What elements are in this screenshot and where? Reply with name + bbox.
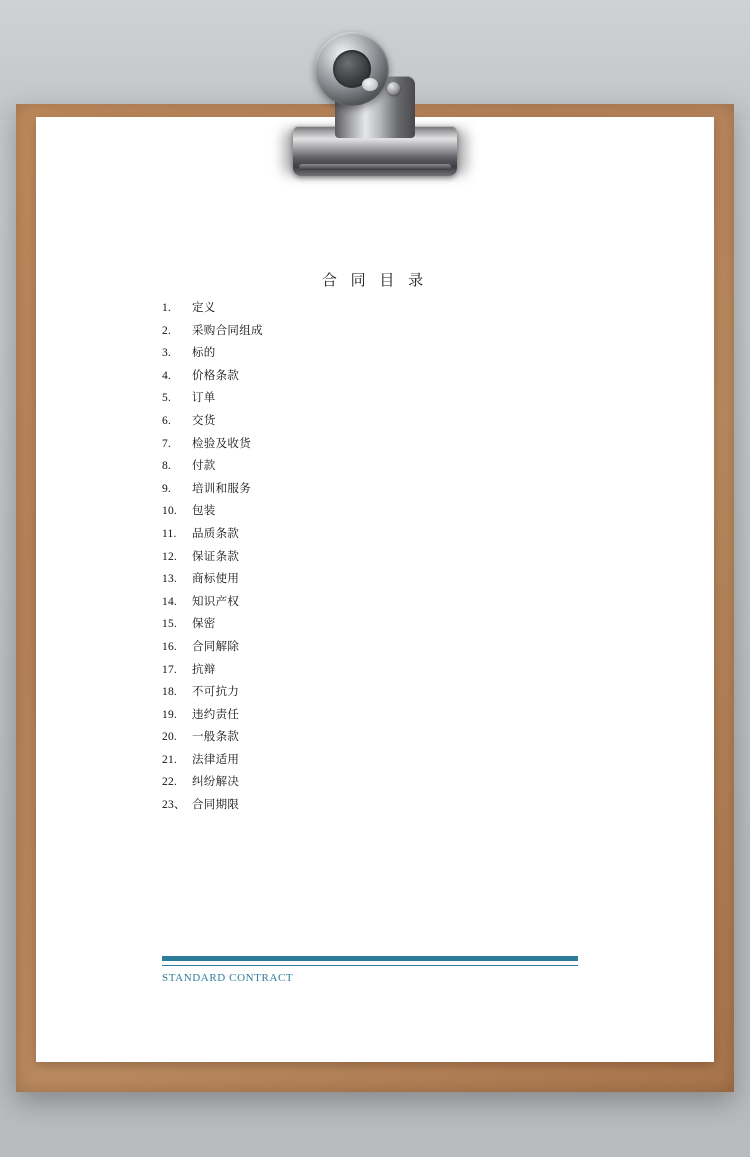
toc-item-label: 一般条款: [192, 731, 240, 744]
table-of-contents: [162, 299, 582, 819]
toc-item-label: 合同解除: [192, 640, 240, 653]
list-item[interactable]: [162, 593, 582, 616]
list-item[interactable]: [162, 796, 582, 819]
toc-item-label: 付款: [192, 460, 216, 473]
list-item[interactable]: [162, 773, 582, 796]
toc-item-label: 不可抗力: [192, 686, 240, 699]
toc-item-number: 16.: [162, 640, 177, 653]
toc-item-number: 14.: [162, 595, 177, 608]
list-item[interactable]: [162, 570, 582, 593]
toc-item-label: 采购合同组成: [192, 324, 263, 337]
toc-item-number: 9.: [162, 482, 172, 495]
toc-item-number: 3.: [162, 347, 172, 360]
toc-item-number: 8.: [162, 460, 172, 473]
toc-item-label: 检验及收货: [192, 437, 251, 450]
list-item[interactable]: [162, 322, 582, 345]
toc-item-number: 21.: [162, 753, 177, 766]
toc-item-number: 10.: [162, 505, 177, 518]
toc-item-label: 保密: [192, 618, 216, 631]
clip-disc-inner: [333, 50, 371, 88]
list-item[interactable]: [162, 728, 582, 751]
list-item[interactable]: [162, 344, 582, 367]
toc-item-number: 23、: [162, 799, 186, 812]
toc-item-number: 5.: [162, 392, 172, 405]
toc-item-number: 19.: [162, 708, 177, 721]
list-item[interactable]: [162, 615, 582, 638]
list-item[interactable]: [162, 389, 582, 412]
list-item[interactable]: [162, 502, 582, 525]
list-item[interactable]: [162, 367, 582, 390]
toc-item-label: 违约责任: [192, 708, 240, 721]
toc-item-number: 13.: [162, 573, 177, 586]
toc-item-label: 培训和服务: [192, 482, 251, 495]
contract-paper-sheet: [36, 117, 714, 1062]
toc-item-label: 订单: [192, 392, 216, 405]
list-item[interactable]: [162, 299, 582, 322]
toc-item-label: 包装: [192, 505, 216, 518]
toc-item-label: 标的: [192, 347, 216, 360]
toc-item-number: 20.: [162, 731, 177, 744]
list-item[interactable]: [162, 457, 582, 480]
list-item[interactable]: [162, 525, 582, 548]
document-body: [36, 117, 714, 1062]
list-item[interactable]: [162, 706, 582, 729]
list-item[interactable]: [162, 661, 582, 684]
toc-item-label: 知识产权: [192, 595, 240, 608]
toc-item-label: 品质条款: [192, 527, 240, 540]
toc-item-number: 7.: [162, 437, 172, 450]
footer-rule-thin: [162, 965, 578, 966]
list-item[interactable]: [162, 548, 582, 571]
list-item[interactable]: [162, 412, 582, 435]
toc-item-label: 商标使用: [192, 573, 240, 586]
clip-assembly: [275, 18, 475, 184]
clip-disc-highlight: [362, 78, 378, 91]
list-item[interactable]: [162, 480, 582, 503]
toc-item-number: 4.: [162, 369, 172, 382]
list-item[interactable]: [162, 638, 582, 661]
toc-item-number: 22.: [162, 776, 177, 789]
toc-item-number: 15.: [162, 618, 177, 631]
toc-item-label: 抗辩: [192, 663, 216, 676]
toc-item-label: 纠纷解决: [192, 776, 240, 789]
toc-item-label: 价格条款: [192, 369, 240, 382]
page-title: 合 同 目 录: [321, 273, 429, 289]
list-item[interactable]: [162, 435, 582, 458]
toc-item-label: 法律适用: [192, 753, 240, 766]
clip-side-knob: [387, 82, 400, 95]
clip-disc-icon[interactable]: [315, 32, 389, 106]
toc-item-number: 1.: [162, 302, 172, 314]
toc-item-number: 2.: [162, 324, 172, 337]
toc-item-number: 18.: [162, 686, 177, 699]
toc-item-number: 12.: [162, 550, 177, 563]
toc-item-label: 合同期限: [192, 799, 240, 812]
toc-item-number: 11.: [162, 527, 177, 540]
footer-rule-thick: [162, 956, 578, 961]
toc-item-number: 6.: [162, 414, 172, 427]
toc-item-label: 交货: [192, 414, 216, 427]
toc-item-label: 保证条款: [192, 550, 240, 563]
toc-item-label: 定义: [192, 302, 216, 314]
toc-item-number: 17.: [162, 663, 177, 676]
list-item[interactable]: [162, 751, 582, 774]
list-item[interactable]: [162, 683, 582, 706]
footer-caption: STANDARD CONTRACT: [162, 972, 294, 984]
